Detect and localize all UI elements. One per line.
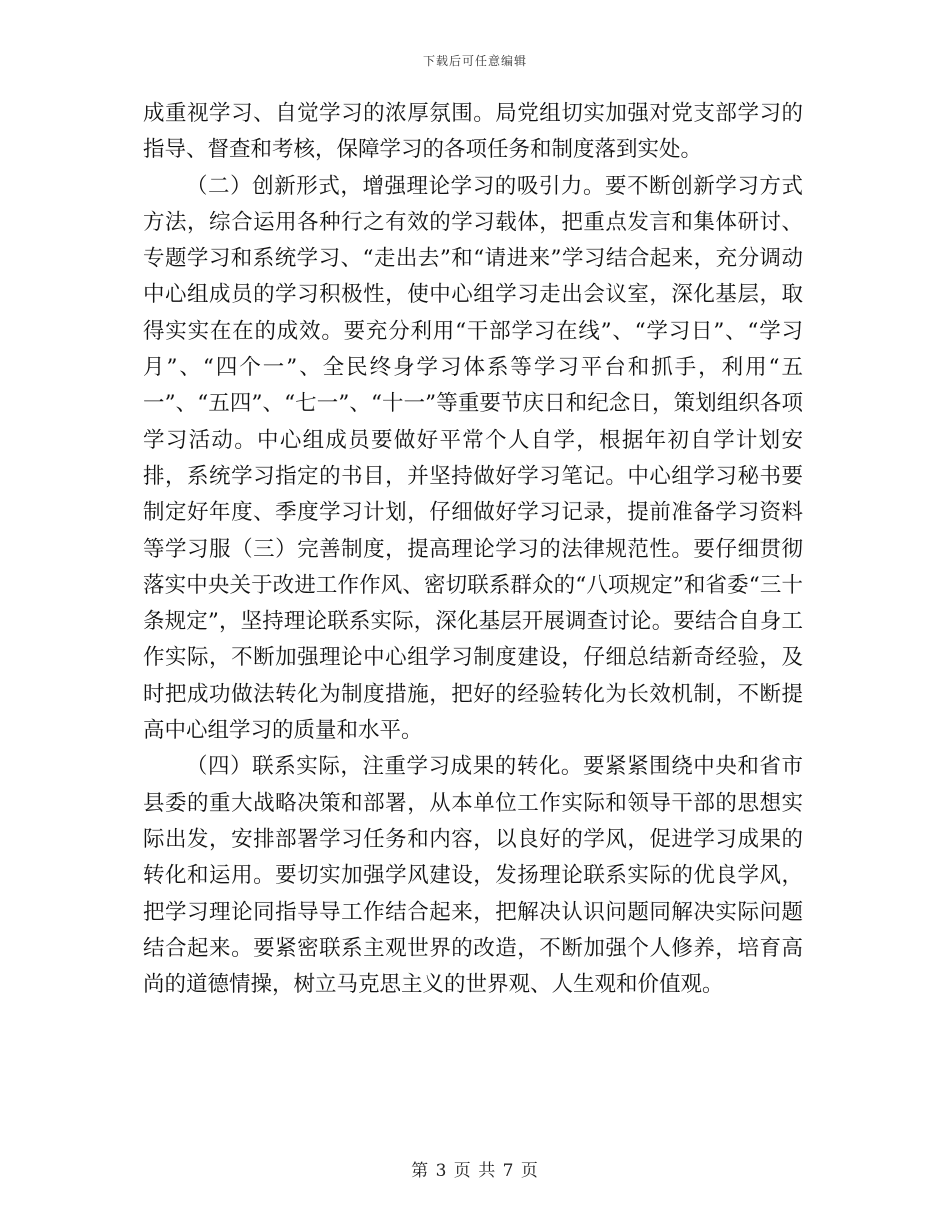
- paragraph-continuation: 成重视学习、自觉学习的浓厚氛围。局党组切实加强对党支部学习的指导、督查和考核，保障学习的各项任务和制度落到实处。: [143, 101, 803, 163]
- page-number: 第 3 页 共 7 页: [411, 1161, 539, 1181]
- paragraph-section-two-three: （二）创新形式，增强理论学习的吸引力。要不断创新学习方式方法，综合运用各种行之有效的学习载体，把重点发言和集体研讨、专题学习和系统学习、“走出去”和“请进来”学习结合起来，充分调动中心组成员的学习积极性，使中心组学习走出会议室，深化基层，取得实实在在的成效。要充分利用“干部学习在线”、“学习日”、“学习月”、“四个一”、全民终身学习体系等学习平台和抓手，利用“五一”、“五四”、“七一”、“十一”等重要节庆日和纪念日，策划组织各项学习活动。中心组成员要做好平常个人自学，根据年初自学计划安排，系统学习指定的书目，并坚持做好学习笔记。中心组学习秘书要制定好年度、季度学习计划，仔细做好学习记录，提前准备学习资料等学习服（三）完善制度，提高理论学习的法律规范性。要仔细贯彻落实中央关于改进工作作风、密切联系群众的“八项规定”和省委“三十条规定”，坚持理论联系实际，深化基层开展调查讨论。要结合自身工作实际，不断加强理论中心组学习制度建设，仔细总结新奇经验，及时把成功做法转化为制度措施，把好的经验转化为长效机制，不断提高中心组学习的质量和水平。: [143, 173, 803, 744]
- page-header-note: 下载后可任意编辑: [422, 54, 527, 68]
- document-body: [143, 96, 803, 1003]
- paragraph-section-four: （四）联系实际，注重学习成果的转化。要紧紧围绕中央和省市县委的重大战略决策和部署，从本单位工作实际和领导干部的思想实际出发，安排部署学习任务和内容，以良好的学风，促进学习成果的转化和运用。要切实加强学风建设，发扬理论联系实际的优良学风，把学习理论同指导导工作结合起来，把解决认识问题同解决实际问题结合起来。要紧密联系主观世界的改造，不断加强个人修养，培育高尚的道德情操，树立马克思主义的世界观、人生观和价值观。: [143, 754, 803, 998]
